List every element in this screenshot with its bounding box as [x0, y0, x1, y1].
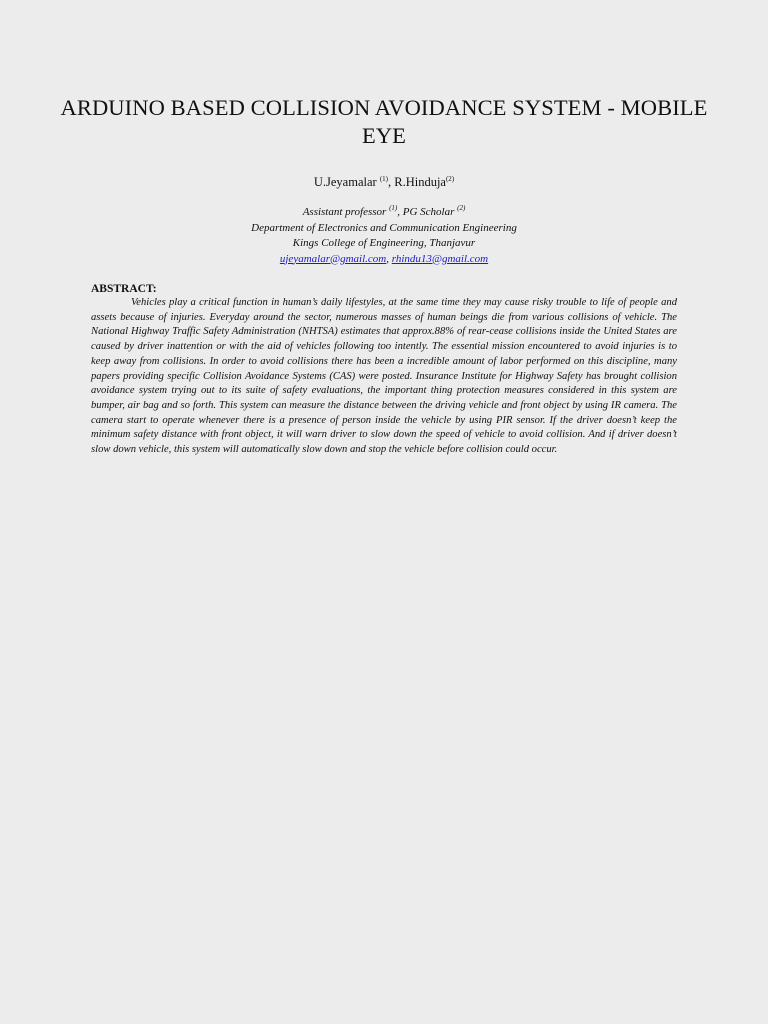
author-line	[60, 174, 708, 190]
abstract-text: Vehicles play a critical function in human’s daily lifestyles, at the same time they may cause risky trouble to life of people and assets because of injuries. Everyday around the sector, numerous masses of human beings die from various collisions of vehicle. The National Highway Traffic Safety Administration (NHTSA) estimates that approx.88% of rear-cease collisions inside the United States are caused by driver inattention or with the aid of vehicles following too intently. The essential mission encountered to avoid injuries is to keep away from collisions. In order to avoid collisions there has been a incredible amount of labor performed on this discipline, many papers providing specific Collision Avoidance Systems (CAS) were posted. Insurance Institute for Highway Safety has brought collision avoidance system trying out to its suite of safety evaluations, the important thing protection measures considered in this system are bumper, air bag and so forth. This system can measure the distance between the driving vehicle and front object by using IR camera. The camera start to operate whenever there is a presence of person inside the vehicle by using PIR sensor. If the driver doesn’t keep the minimum safety distance with front object, it will warn driver to slow down the speed of vehicle to avoid collision. And if driver doesn’t slow down vehicle, this system will automatically slow down and stop the vehicle before collision could occur.	[91, 297, 677, 456]
paper-title: ARDUINO BASED COLLISION AVOIDANCE SYSTEM - MOBILE EYE	[60, 95, 708, 148]
institution: Kings College of Engineering, Thanjavur	[292, 237, 476, 249]
author-separator: ,	[387, 175, 395, 189]
author-roles	[60, 205, 708, 221]
role-1: Assistant professor	[302, 206, 390, 218]
department: Department of Electronics and Communication Engineering	[251, 221, 517, 234]
author-1-mark: (1)	[379, 175, 388, 183]
author-2-name: R.Hinduja	[394, 175, 446, 189]
role-1-mark: (1)	[389, 204, 398, 212]
author-2-mark: (2)	[445, 175, 455, 183]
email-link-1[interactable]: ujeyamalar@gmail.com	[279, 252, 387, 265]
email-separator: ,	[386, 252, 392, 265]
role-2-mark: (2)	[457, 204, 466, 212]
author-1-name: U.Jeyamalar	[313, 175, 380, 189]
email-link-2[interactable]: rhindu13@gmail.com	[391, 252, 489, 265]
abstract-heading: ABSTRACT:	[91, 283, 157, 295]
role-separator: , PG Scholar	[397, 206, 458, 218]
email-line	[60, 252, 708, 268]
affiliation-block	[60, 205, 708, 267]
